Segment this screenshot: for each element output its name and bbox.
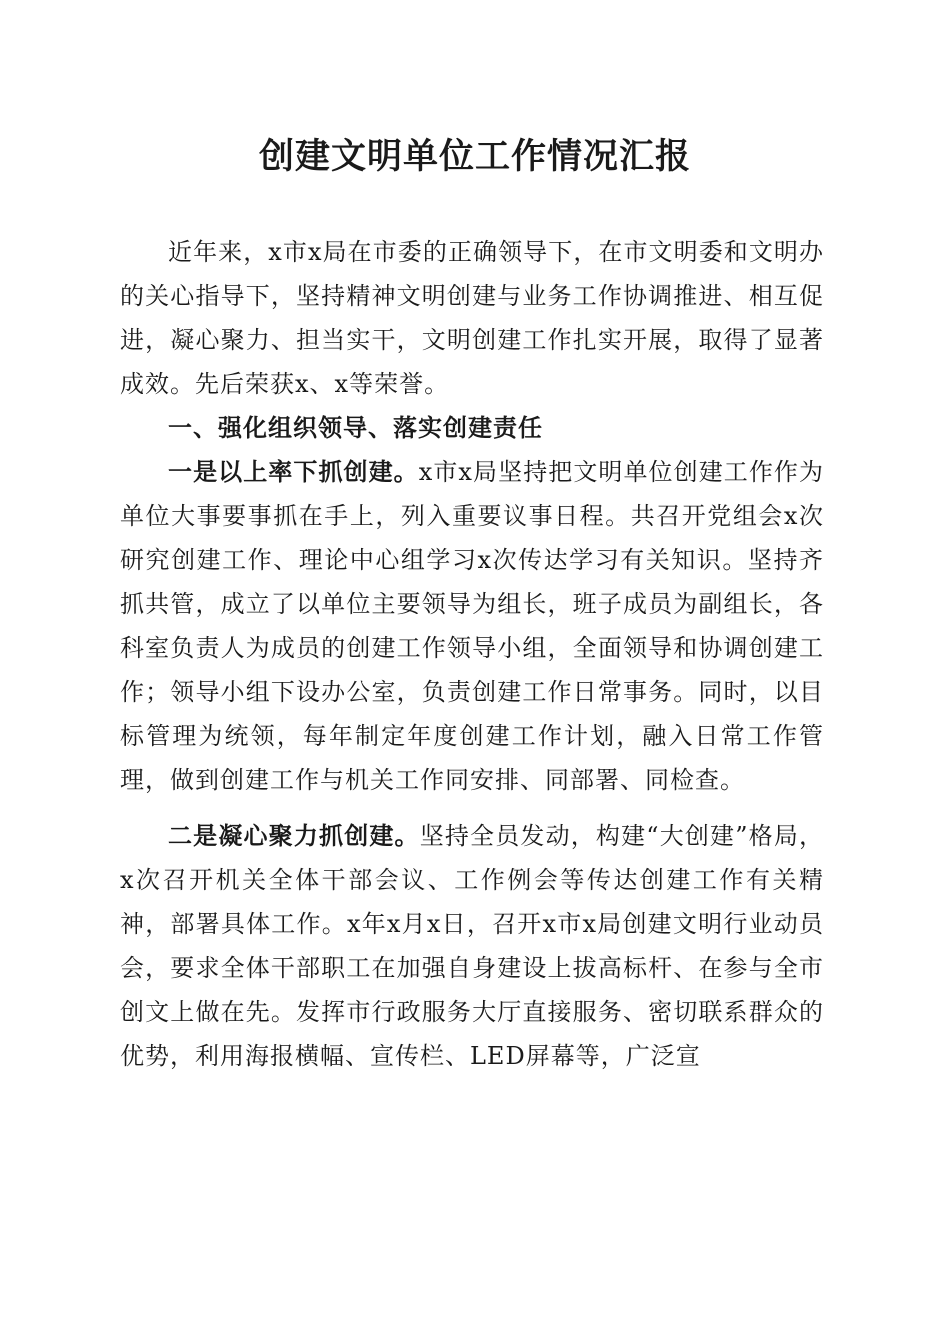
intro-paragraph: 近年来，x市x局在市委的正确领导下，在市文明委和文明办的关心指导下，坚持精神文明创建与业务工作协调推进、相互促进，凝心聚力、担当实干，文明创建工作扎实开展，取得了显著成效。先后荣获x、x等荣誉。 <box>120 238 824 398</box>
paragraph-lead: 二是凝心聚力抓创建。 <box>168 821 420 850</box>
paragraph-lead: 一是以上率下抓创建。 <box>168 457 419 486</box>
paragraph-text: 坚持全员发动，构建“大创建”格局，x次召开机关全体干部会议、工作例会等传达创建工作有关精神，部署具体工作。x年x月x日，召开x市x局创建文明行业动员会，要求全体干部职工在加强自身建设上拔高标杆、在参与全市创文上做在先。发挥市行政服务大厅直接服务、密切联系群众的优势，利用海报横幅、宣传栏、LED屏幕等，广泛宣 <box>120 822 824 1070</box>
paragraph-spacer <box>120 802 824 814</box>
paragraph-text: x市x局坚持把文明单位创建工作作为单位大事要事抓在手上，列入重要议事日程。共召开党组会x次研究创建工作、理论中心组学习x次传达学习有关知识。坚持齐抓共管，成立了以单位主要领导为组长，班子成员为副组长，各科室负责人为成员的创建工作领导小组，全面领导和协调创建工作；领导小组下设办公室，负责创建工作日常事务。同时，以目标管理为统领，每年制定年度创建工作计划，融入日常工作管理，做到创建工作与机关工作同安排、同部署、同检查。 <box>120 458 825 794</box>
paragraph-leading-by-example <box>120 450 824 802</box>
document-title: 创建文明单位工作情况汇报 <box>258 136 691 177</box>
document-body <box>120 230 824 1078</box>
section-heading: 一、强化组织领导、落实创建责任 <box>168 414 543 442</box>
paragraph-united-effort <box>120 814 824 1078</box>
